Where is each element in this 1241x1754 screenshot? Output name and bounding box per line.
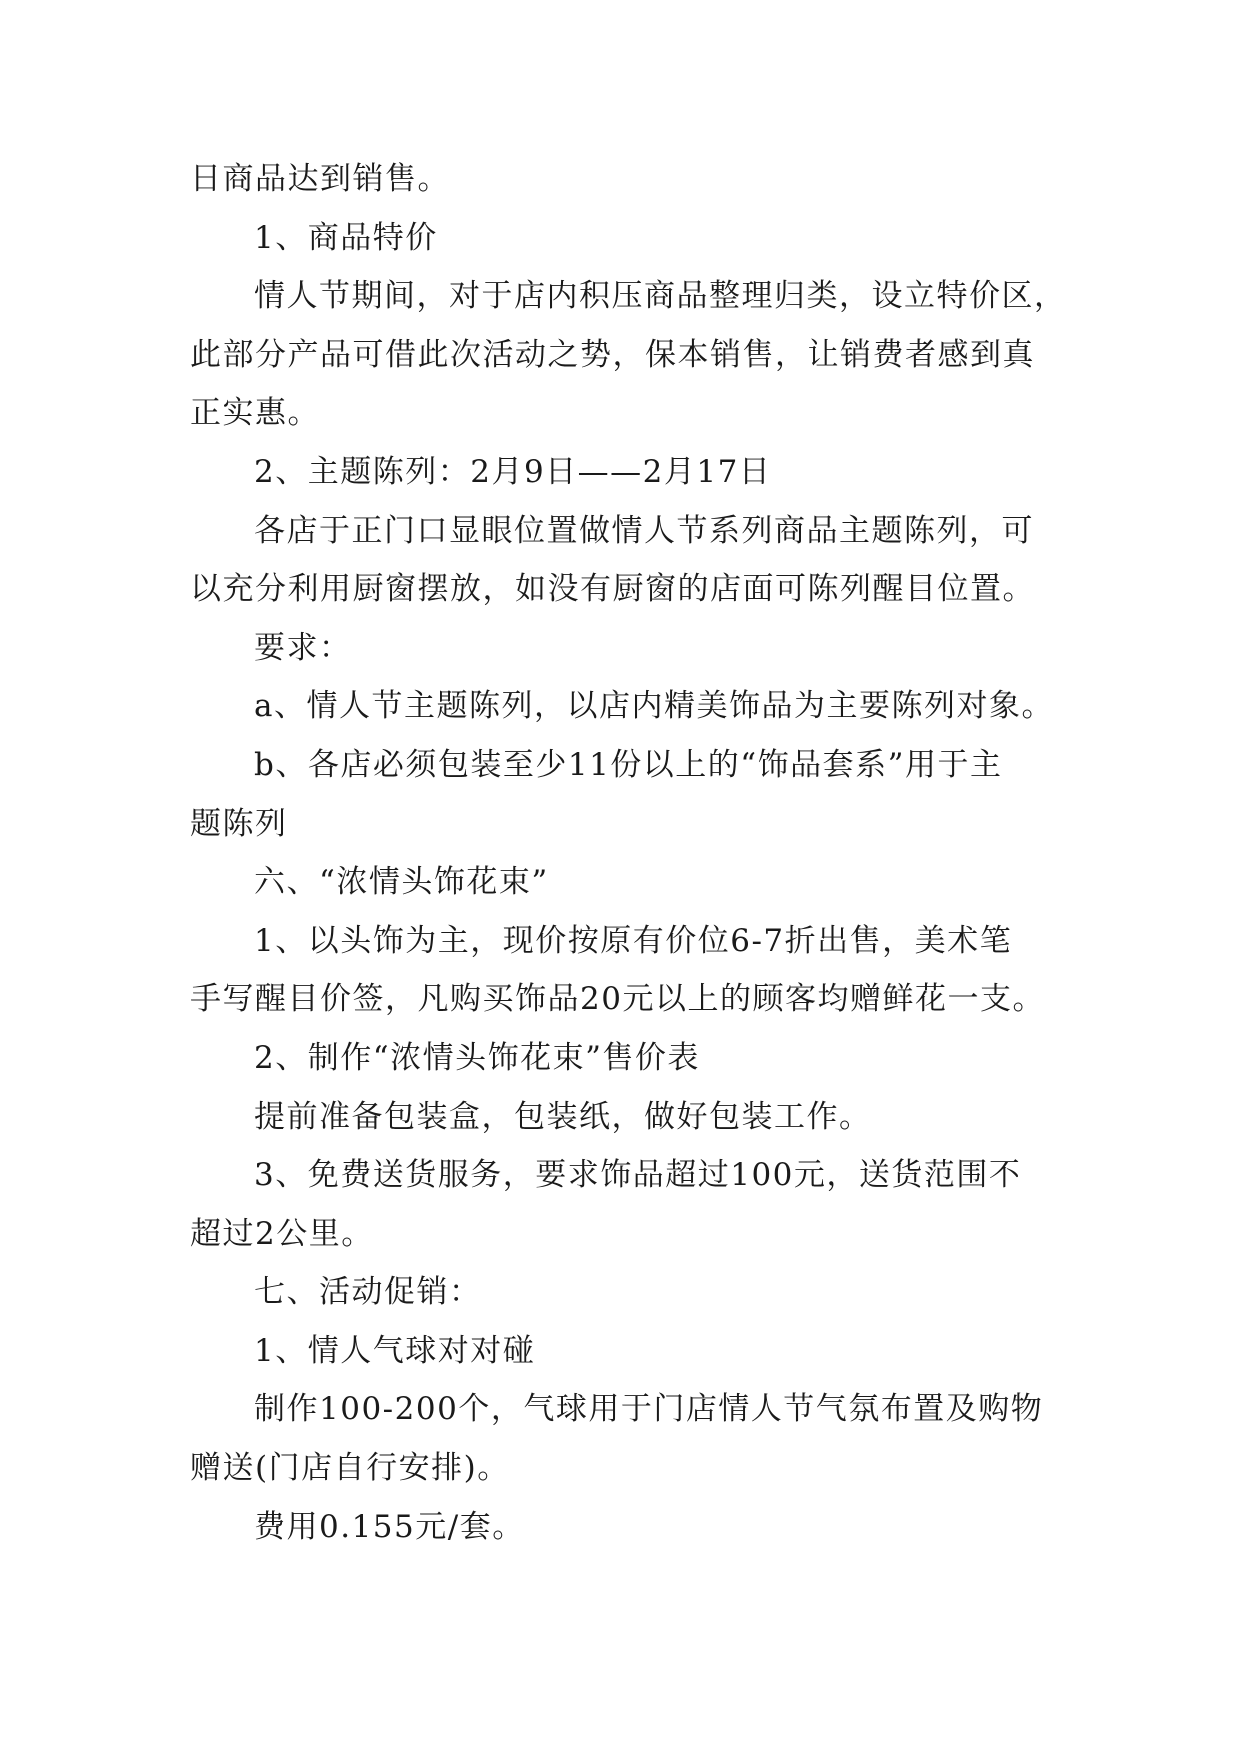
text-line: 正实惠。 — [190, 395, 320, 432]
text-line: 赠送(门店自行安排)。 — [190, 1450, 510, 1487]
text-line: b、各店必须包装至少11份以上的“饰品套系”用于主 — [254, 746, 1003, 783]
text-line: 七、活动促销： — [254, 1274, 482, 1311]
text-line: 费用0.155元/套。 — [254, 1508, 525, 1545]
text-line: 以充分利用厨窗摆放，如没有厨窗的店面可陈列醒目位置。 — [190, 571, 1035, 608]
text-line: 2、制作“浓情头饰花束”售价表 — [254, 1039, 700, 1076]
text-line: 1、以头饰为主，现价按原有价位6-7折出售，美术笔 — [254, 922, 1013, 959]
document-body — [190, 150, 1070, 1556]
text-line: 1、情人气球对对碰 — [254, 1332, 536, 1369]
text-line: 各店于正门口显眼位置做情人节系列商品主题陈列，可 — [254, 512, 1034, 549]
text-line: 情人节期间，对于店内积压商品整理归类，设立特价区， — [254, 278, 1067, 315]
text-line: 此部分产品可借此次活动之势，保本销售，让销费者感到真 — [190, 336, 1035, 373]
text-line: 2、主题陈列：2月9日——2月17日 — [254, 453, 772, 490]
text-line: 1、商品特价 — [254, 219, 438, 256]
text-line: 日商品达到销售。 — [190, 161, 450, 197]
text-line: a、情人节主题陈列，以店内精美饰品为主要陈列对象。 — [254, 688, 1054, 725]
text-line: 要求： — [254, 629, 352, 666]
text-line: 3、免费送货服务，要求饰品超过100元，送货范围不 — [254, 1157, 1022, 1194]
text-line: 手写醒目价签，凡购买饰品20元以上的顾客均赠鲜花一支。 — [190, 981, 1045, 1018]
text-line: 六、“浓情头饰花束” — [254, 864, 549, 901]
text-line: 提前准备包装盒，包装纸，做好包装工作。 — [254, 1098, 872, 1135]
text-line: 制作100-200个，气球用于门店情人节气氛布置及购物 — [254, 1391, 1044, 1428]
text-line: 题陈列 — [190, 805, 288, 842]
text-line: 超过2公里。 — [190, 1215, 374, 1252]
